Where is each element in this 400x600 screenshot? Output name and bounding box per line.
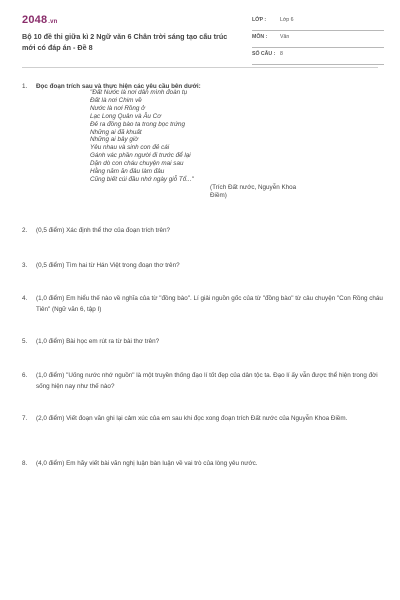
poem-line: Hằng năm ăn đâu làm đâu bbox=[90, 168, 165, 176]
meta-panel bbox=[252, 14, 384, 65]
question-count-label: SỐ CÂU : bbox=[252, 51, 276, 57]
question-number: 4. bbox=[22, 295, 28, 302]
poem-line: Gánh vác phần người đi trước để lại bbox=[90, 152, 191, 160]
poem-line: Đất là nơi Chim về bbox=[90, 96, 142, 104]
poem-excerpt bbox=[90, 89, 310, 200]
poem-line: Dặn dò con cháu chuyện mai sau bbox=[90, 160, 184, 168]
site-logo[interactable] bbox=[22, 14, 58, 26]
logo-main: 2048 bbox=[22, 14, 48, 26]
poem-source: (Trích Đất nước, Nguyễn Khoa Điềm) bbox=[210, 183, 297, 199]
meta-row-class bbox=[252, 14, 384, 31]
poem-line: Nước là nơi Rồng ở bbox=[90, 104, 145, 112]
document-title: Bộ 10 đề thi giữa kì 2 Ngữ văn 6 Chân trời sáng tạo cấu trúc mới có đáp án - Đề 8 bbox=[22, 32, 228, 52]
logo-suffix: .vn bbox=[48, 19, 58, 25]
meta-row-subject bbox=[252, 31, 384, 48]
question-number: 3. bbox=[22, 262, 28, 269]
class-value: Lớp 6 bbox=[280, 17, 294, 23]
poem-line: Yêu nhau và sinh con đẻ cái bbox=[90, 144, 170, 152]
poem-line: "Đất Nước là nơi dân mình đoàn tụ bbox=[90, 89, 188, 96]
meta-row-count bbox=[252, 48, 384, 65]
poem-line: Những ai bây giờ bbox=[90, 136, 139, 144]
question-number: 8. bbox=[22, 460, 28, 467]
poem-line: Cũng biết cúi đầu nhớ ngày giỗ Tổ..." bbox=[90, 175, 194, 183]
class-label: LỚP : bbox=[252, 17, 267, 23]
question-text: (0,5 điểm) Tìm hai từ Hán Việt trong đoạn thơ trên? bbox=[36, 262, 180, 269]
subject-label: MÔN : bbox=[252, 34, 268, 40]
question-text: (1,0 điểm) Bài học em rút ra từ bài thơ trên? bbox=[36, 338, 160, 345]
question-number: 5. bbox=[22, 338, 28, 345]
question-text: (2,0 điểm) Viết đoạn văn ghi lại cảm xúc của em sau khi đọc xong đoạn trích Đất nước của Nguyễn Khoa Điềm. bbox=[36, 415, 348, 422]
question-number: 1. bbox=[22, 83, 28, 90]
question-number: 2. bbox=[22, 227, 28, 234]
question-number: 6. bbox=[22, 372, 28, 379]
page-header bbox=[22, 14, 382, 64]
question-count-value: 8 bbox=[280, 51, 283, 57]
question-text: (1,0 điểm) Em hiểu thế nào về nghĩa của từ "đồng bào". Lí giải nguồn gốc của từ "đồng bào" từ câu chuyện "Con Rồng cháu Tiên" (Ngữ văn 6, tập I) bbox=[36, 295, 383, 313]
question-number: 7. bbox=[22, 415, 28, 422]
question-text: (4,0 điểm) Em hãy viết bài văn nghị luận bàn luận về vai trò của lòng yêu nước. bbox=[36, 460, 258, 467]
question-text: Đọc đoạn trích sau và thực hiện các yêu cầu bên dưới: bbox=[36, 83, 201, 90]
question-text: (0,5 điểm) Xác định thể thơ của đoạn trích trên? bbox=[36, 227, 170, 234]
poem-line: Đẻ ra đồng bào ta trong bọc trứng bbox=[90, 120, 186, 128]
poem-line: Những ai đã khuất bbox=[90, 128, 142, 136]
subject-value: Văn bbox=[280, 34, 290, 40]
question-text: (1,0 điểm) "Uống nước nhớ nguồn" là một truyền thống đạo lí tốt đẹp của dân tộc ta. Đạo lí ấy vẫn được thể hiện trong đời sống hiện nay như thế nào? bbox=[36, 372, 378, 390]
poem-line: Lạc Long Quân và Âu Cơ bbox=[90, 112, 162, 120]
header-divider bbox=[22, 67, 378, 68]
